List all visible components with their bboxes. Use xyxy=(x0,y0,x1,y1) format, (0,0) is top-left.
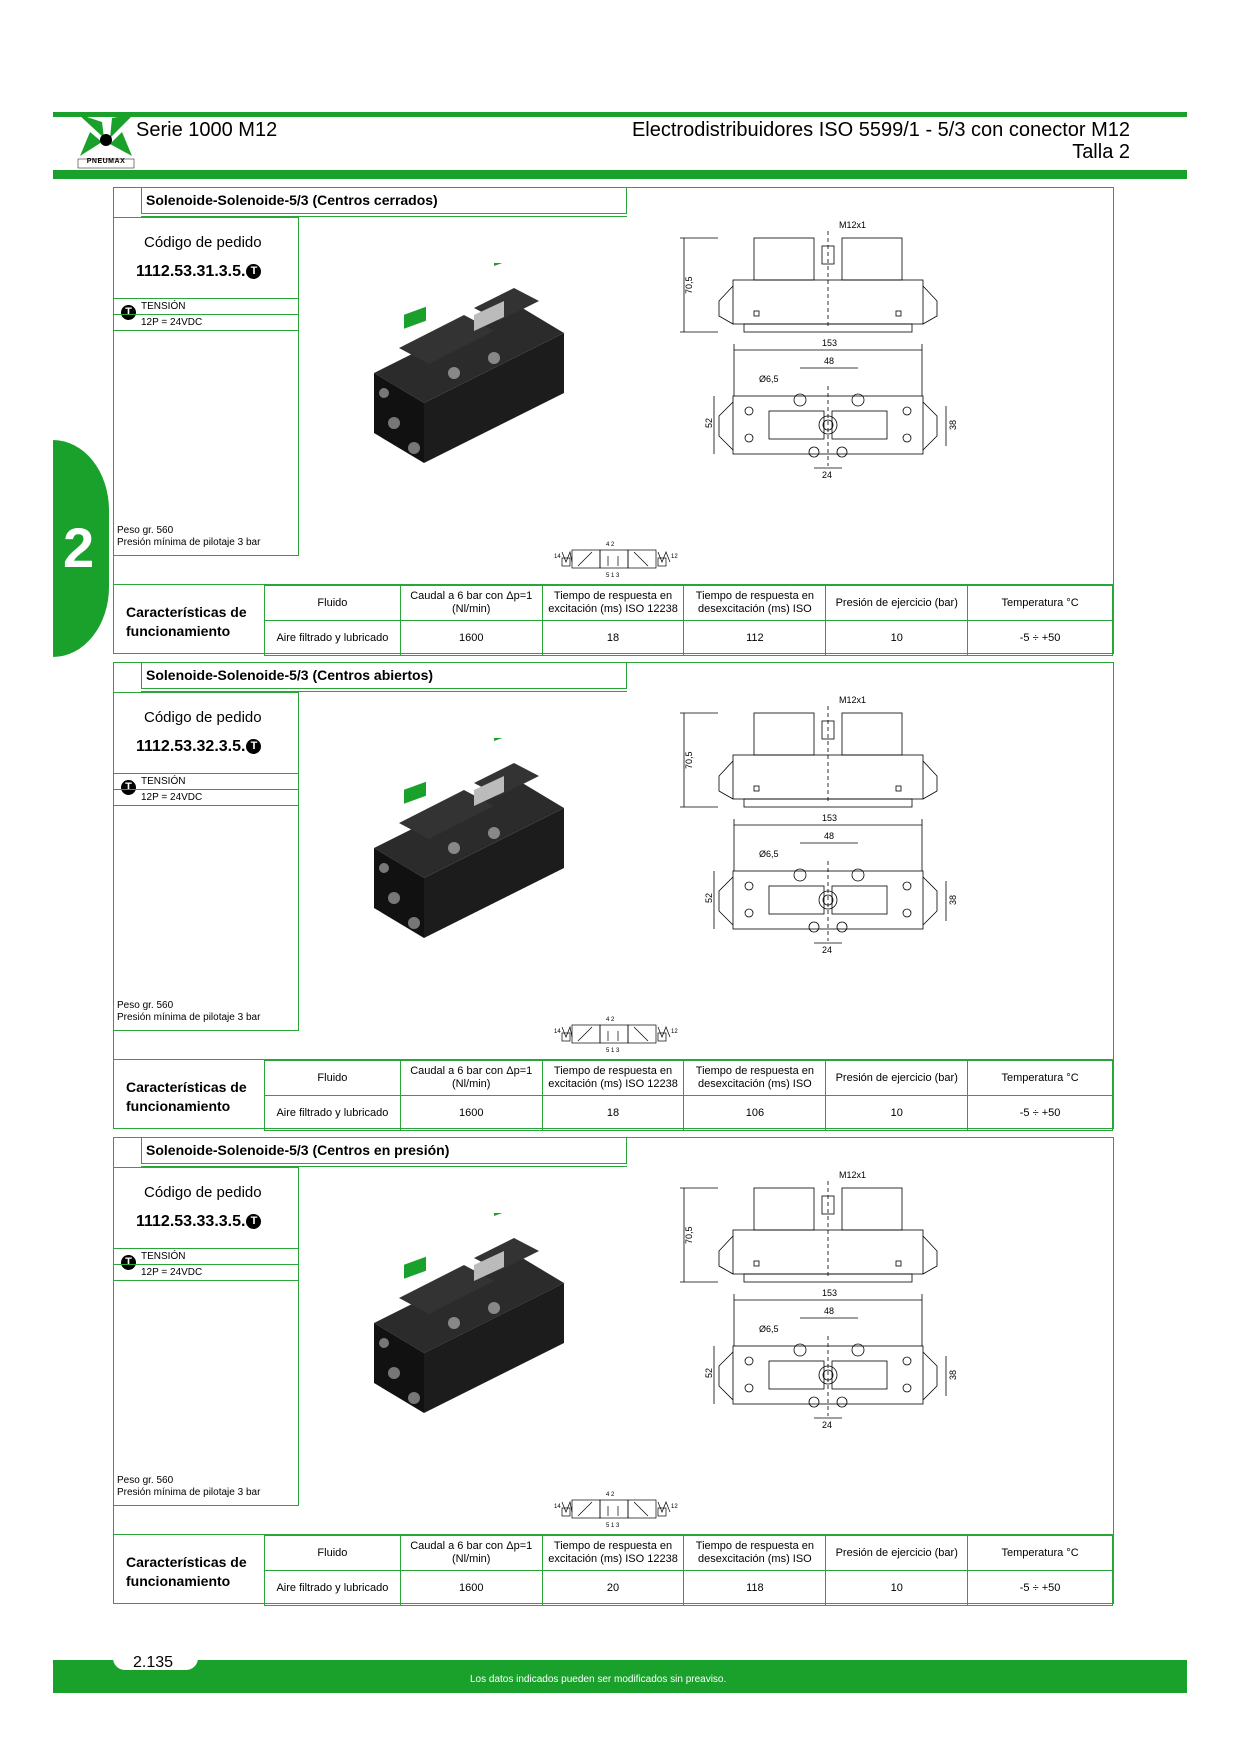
pilot-pressure-note: Presión mínima de pilotaje 3 bar xyxy=(117,537,261,548)
header-temperature: Temperatura °C xyxy=(968,586,1113,621)
tension-label-row xyxy=(114,773,298,793)
value-pressure: 10 xyxy=(826,1096,968,1131)
height-dim-label: 70,5 xyxy=(684,1226,694,1244)
dimension-drawing xyxy=(674,216,1114,516)
value-fluid: Aire filtrado y lubricado xyxy=(265,1571,401,1606)
tension-label-row xyxy=(114,298,298,318)
order-code-box xyxy=(114,692,299,1031)
port-pitch-dim-label: 24 xyxy=(822,945,833,955)
width-dim-label: 52 xyxy=(704,892,714,903)
page-title xyxy=(430,119,1130,163)
symbol-top-label: 4 2 xyxy=(606,1492,615,1498)
order-code-label: Código de pedido xyxy=(144,1184,262,1201)
header-temperature: Temperatura °C xyxy=(968,1061,1113,1096)
pneumatic-symbol-icon xyxy=(554,1011,679,1055)
tension-label: TENSIÓN xyxy=(141,1251,186,1262)
table-header-row xyxy=(265,1536,1113,1571)
pneumatic-symbol-icon xyxy=(554,536,679,580)
voltage-badge-icon: T xyxy=(246,1214,261,1229)
page-number-tab xyxy=(113,1654,198,1670)
notes xyxy=(117,1475,260,1499)
performance-table xyxy=(264,585,1113,656)
tension-label: TENSIÓN xyxy=(141,776,186,787)
performance-label-line2: funcionamiento xyxy=(126,1573,231,1589)
value-fluid: Aire filtrado y lubricado xyxy=(265,1096,401,1131)
page-title-line2: Talla 2 xyxy=(1072,141,1130,163)
value-response-on: 18 xyxy=(542,621,684,656)
header-fluid: Fluido xyxy=(265,1536,401,1571)
value-flow: 1600 xyxy=(400,1096,542,1131)
symbol-bottom-label: 5 1 3 xyxy=(606,1523,620,1529)
valve-product-image xyxy=(354,738,584,953)
header-flow: Caudal a 6 bar con Δp=1 (Nl/min) xyxy=(400,1061,542,1096)
order-code-number: 1112.53.33.3.5. xyxy=(136,1213,246,1230)
section-title: Solenoide-Solenoide-5/3 (Centros en presión) xyxy=(141,1138,627,1164)
height-dim-label: 70,5 xyxy=(684,751,694,769)
pilot-pressure-note: Presión mínima de pilotaje 3 bar xyxy=(117,1487,261,1498)
header-temperature: Temperatura °C xyxy=(968,1536,1113,1571)
pitch-dim-label: 48 xyxy=(824,356,835,366)
header-pressure: Presión de ejercicio (bar) xyxy=(826,586,968,621)
order-code-label: Código de pedido xyxy=(144,234,262,251)
symbol-bottom-label: 5 1 3 xyxy=(606,573,620,579)
order-code-number: 1112.53.31.3.5. xyxy=(136,263,246,280)
performance-block xyxy=(114,1534,1113,1605)
series-title: Serie 1000 M12 xyxy=(136,119,278,141)
tension-value: 12P = 24VDC xyxy=(141,792,203,803)
performance-label-line2: funcionamiento xyxy=(126,623,231,639)
value-flow: 1600 xyxy=(400,1571,542,1606)
symbol-left-label: 14 xyxy=(554,1029,561,1035)
length-dim-label: 153 xyxy=(822,1288,838,1298)
product-section xyxy=(113,662,1114,1129)
voltage-badge-icon: T xyxy=(121,305,136,320)
dimension-drawing xyxy=(674,691,1114,991)
footer-disclaimer: Los datos indicados pueden ser modificados sin preaviso. xyxy=(470,1674,727,1685)
value-fluid: Aire filtrado y lubricado xyxy=(265,621,401,656)
tension-value-row xyxy=(114,789,298,806)
value-temperature: -5 ÷ +50 xyxy=(968,621,1113,656)
performance-block xyxy=(114,1059,1113,1130)
pitch-dim-label: 48 xyxy=(824,1306,835,1316)
order-code xyxy=(136,1213,261,1231)
symbol-right-label: 12 xyxy=(671,1504,678,1510)
notes xyxy=(117,1000,260,1024)
inner-width-dim-label: 38 xyxy=(948,1369,958,1380)
pilot-pressure-note: Presión mínima de pilotaje 3 bar xyxy=(117,1012,261,1023)
dimension-drawing xyxy=(674,1166,1114,1466)
table-header-row xyxy=(265,1061,1113,1096)
symbol-left-label: 14 xyxy=(554,1504,561,1510)
value-response-on: 18 xyxy=(542,1096,684,1131)
voltage-badge-icon: T xyxy=(121,780,136,795)
symbol-right-label: 12 xyxy=(671,554,678,560)
value-response-off: 106 xyxy=(684,1096,826,1131)
order-code-label: Código de pedido xyxy=(144,709,262,726)
order-code xyxy=(136,263,261,281)
header-flow: Caudal a 6 bar con Δp=1 (Nl/min) xyxy=(400,586,542,621)
inner-width-dim-label: 38 xyxy=(948,894,958,905)
section-title: Solenoide-Solenoide-5/3 (Centros cerrados) xyxy=(141,188,627,214)
pneumatic-symbol-icon xyxy=(554,1486,679,1530)
tension-value: 12P = 24VDC xyxy=(141,317,203,328)
length-dim-label: 153 xyxy=(822,813,838,823)
tension-value-row xyxy=(114,1264,298,1281)
tension-value: 12P = 24VDC xyxy=(141,1267,203,1278)
header-response-on: Tiempo de respuesta en excitación (ms) ISO 12238 xyxy=(542,586,684,621)
tension-label-row xyxy=(114,1248,298,1268)
header-response-off: Tiempo de respuesta en desexcitación (ms) ISO xyxy=(684,1536,826,1571)
performance-label-line1: Características de xyxy=(126,604,247,620)
section-title: Solenoide-Solenoide-5/3 (Centros abiertos) xyxy=(141,663,627,689)
value-response-off: 118 xyxy=(684,1571,826,1606)
symbol-top-label: 4 2 xyxy=(606,1017,615,1023)
performance-label-line2: funcionamiento xyxy=(126,1098,231,1114)
product-section xyxy=(113,1137,1114,1604)
weight-note: Peso gr. 560 xyxy=(117,1475,174,1486)
valve-product-image xyxy=(354,1213,584,1428)
symbol-bottom-label: 5 1 3 xyxy=(606,1048,620,1054)
hole-dim-label: Ø6,5 xyxy=(759,1324,779,1334)
table-row xyxy=(265,1571,1113,1606)
valve-product-image xyxy=(354,263,584,478)
port-pitch-dim-label: 24 xyxy=(822,470,833,480)
header-flow: Caudal a 6 bar con Δp=1 (Nl/min) xyxy=(400,1536,542,1571)
chapter-number: 2 xyxy=(63,516,95,579)
header-fluid: Fluido xyxy=(265,1061,401,1096)
header-fluid: Fluido xyxy=(265,586,401,621)
hole-dim-label: Ø6,5 xyxy=(759,849,779,859)
header-response-off: Tiempo de respuesta en desexcitación (ms) ISO xyxy=(684,586,826,621)
chapter-tab xyxy=(53,440,109,657)
voltage-badge-icon: T xyxy=(121,1255,136,1270)
notes xyxy=(117,525,260,549)
performance-label-line1: Características de xyxy=(126,1554,247,1570)
pitch-dim-label: 48 xyxy=(824,831,835,841)
tension-label: TENSIÓN xyxy=(141,301,186,312)
value-pressure: 10 xyxy=(826,621,968,656)
performance-label xyxy=(126,1078,247,1116)
header-response-on: Tiempo de respuesta en excitación (ms) ISO 12238 xyxy=(542,1061,684,1096)
performance-table xyxy=(264,1535,1113,1606)
brand-logo xyxy=(76,112,136,169)
order-code xyxy=(136,738,261,756)
header-response-on: Tiempo de respuesta en excitación (ms) ISO 12238 xyxy=(542,1536,684,1571)
inner-width-dim-label: 38 xyxy=(948,419,958,430)
value-response-off: 112 xyxy=(684,621,826,656)
header-bottom-rule xyxy=(53,170,1187,179)
height-dim-label: 70,5 xyxy=(684,276,694,294)
performance-block xyxy=(114,584,1113,655)
width-dim-label: 52 xyxy=(704,1367,714,1378)
value-pressure: 10 xyxy=(826,1571,968,1606)
performance-table xyxy=(264,1060,1113,1131)
performance-label xyxy=(126,1553,247,1591)
symbol-left-label: 14 xyxy=(554,554,561,560)
value-response-on: 20 xyxy=(542,1571,684,1606)
value-temperature: -5 ÷ +50 xyxy=(968,1096,1113,1131)
value-temperature: -5 ÷ +50 xyxy=(968,1571,1113,1606)
table-row xyxy=(265,621,1113,656)
product-section xyxy=(113,187,1114,654)
header-top-rule xyxy=(53,112,1187,117)
tension-value-row xyxy=(114,314,298,331)
thread-dim-label: M12x1 xyxy=(839,695,867,705)
symbol-top-label: 4 2 xyxy=(606,542,615,548)
thread-dim-label: M12x1 xyxy=(839,220,867,230)
width-dim-label: 52 xyxy=(704,417,714,428)
order-code-box xyxy=(114,1167,299,1506)
voltage-badge-icon: T xyxy=(246,739,261,754)
table-row xyxy=(265,1096,1113,1131)
port-pitch-dim-label: 24 xyxy=(822,1420,833,1430)
order-code-box xyxy=(114,217,299,556)
header-pressure: Presión de ejercicio (bar) xyxy=(826,1061,968,1096)
header-pressure: Presión de ejercicio (bar) xyxy=(826,1536,968,1571)
weight-note: Peso gr. 560 xyxy=(117,525,174,536)
symbol-right-label: 12 xyxy=(671,1029,678,1035)
performance-label xyxy=(126,603,247,641)
page-number: 2.135 xyxy=(133,1654,174,1671)
page-title-line1: Electrodistribuidores ISO 5599/1 - 5/3 con conector M12 xyxy=(631,119,1130,141)
thread-dim-label: M12x1 xyxy=(839,1170,867,1180)
hole-dim-label: Ø6,5 xyxy=(759,374,779,384)
order-code-number: 1112.53.32.3.5. xyxy=(136,738,246,755)
length-dim-label: 153 xyxy=(822,338,838,348)
voltage-badge-icon: T xyxy=(246,264,261,279)
brand-logo-text: PNEUMAX xyxy=(86,158,126,165)
footer-bar xyxy=(53,1660,1187,1693)
header-response-off: Tiempo de respuesta en desexcitación (ms) ISO xyxy=(684,1061,826,1096)
table-header-row xyxy=(265,586,1113,621)
performance-label-line1: Características de xyxy=(126,1079,247,1095)
weight-note: Peso gr. 560 xyxy=(117,1000,174,1011)
value-flow: 1600 xyxy=(400,621,542,656)
